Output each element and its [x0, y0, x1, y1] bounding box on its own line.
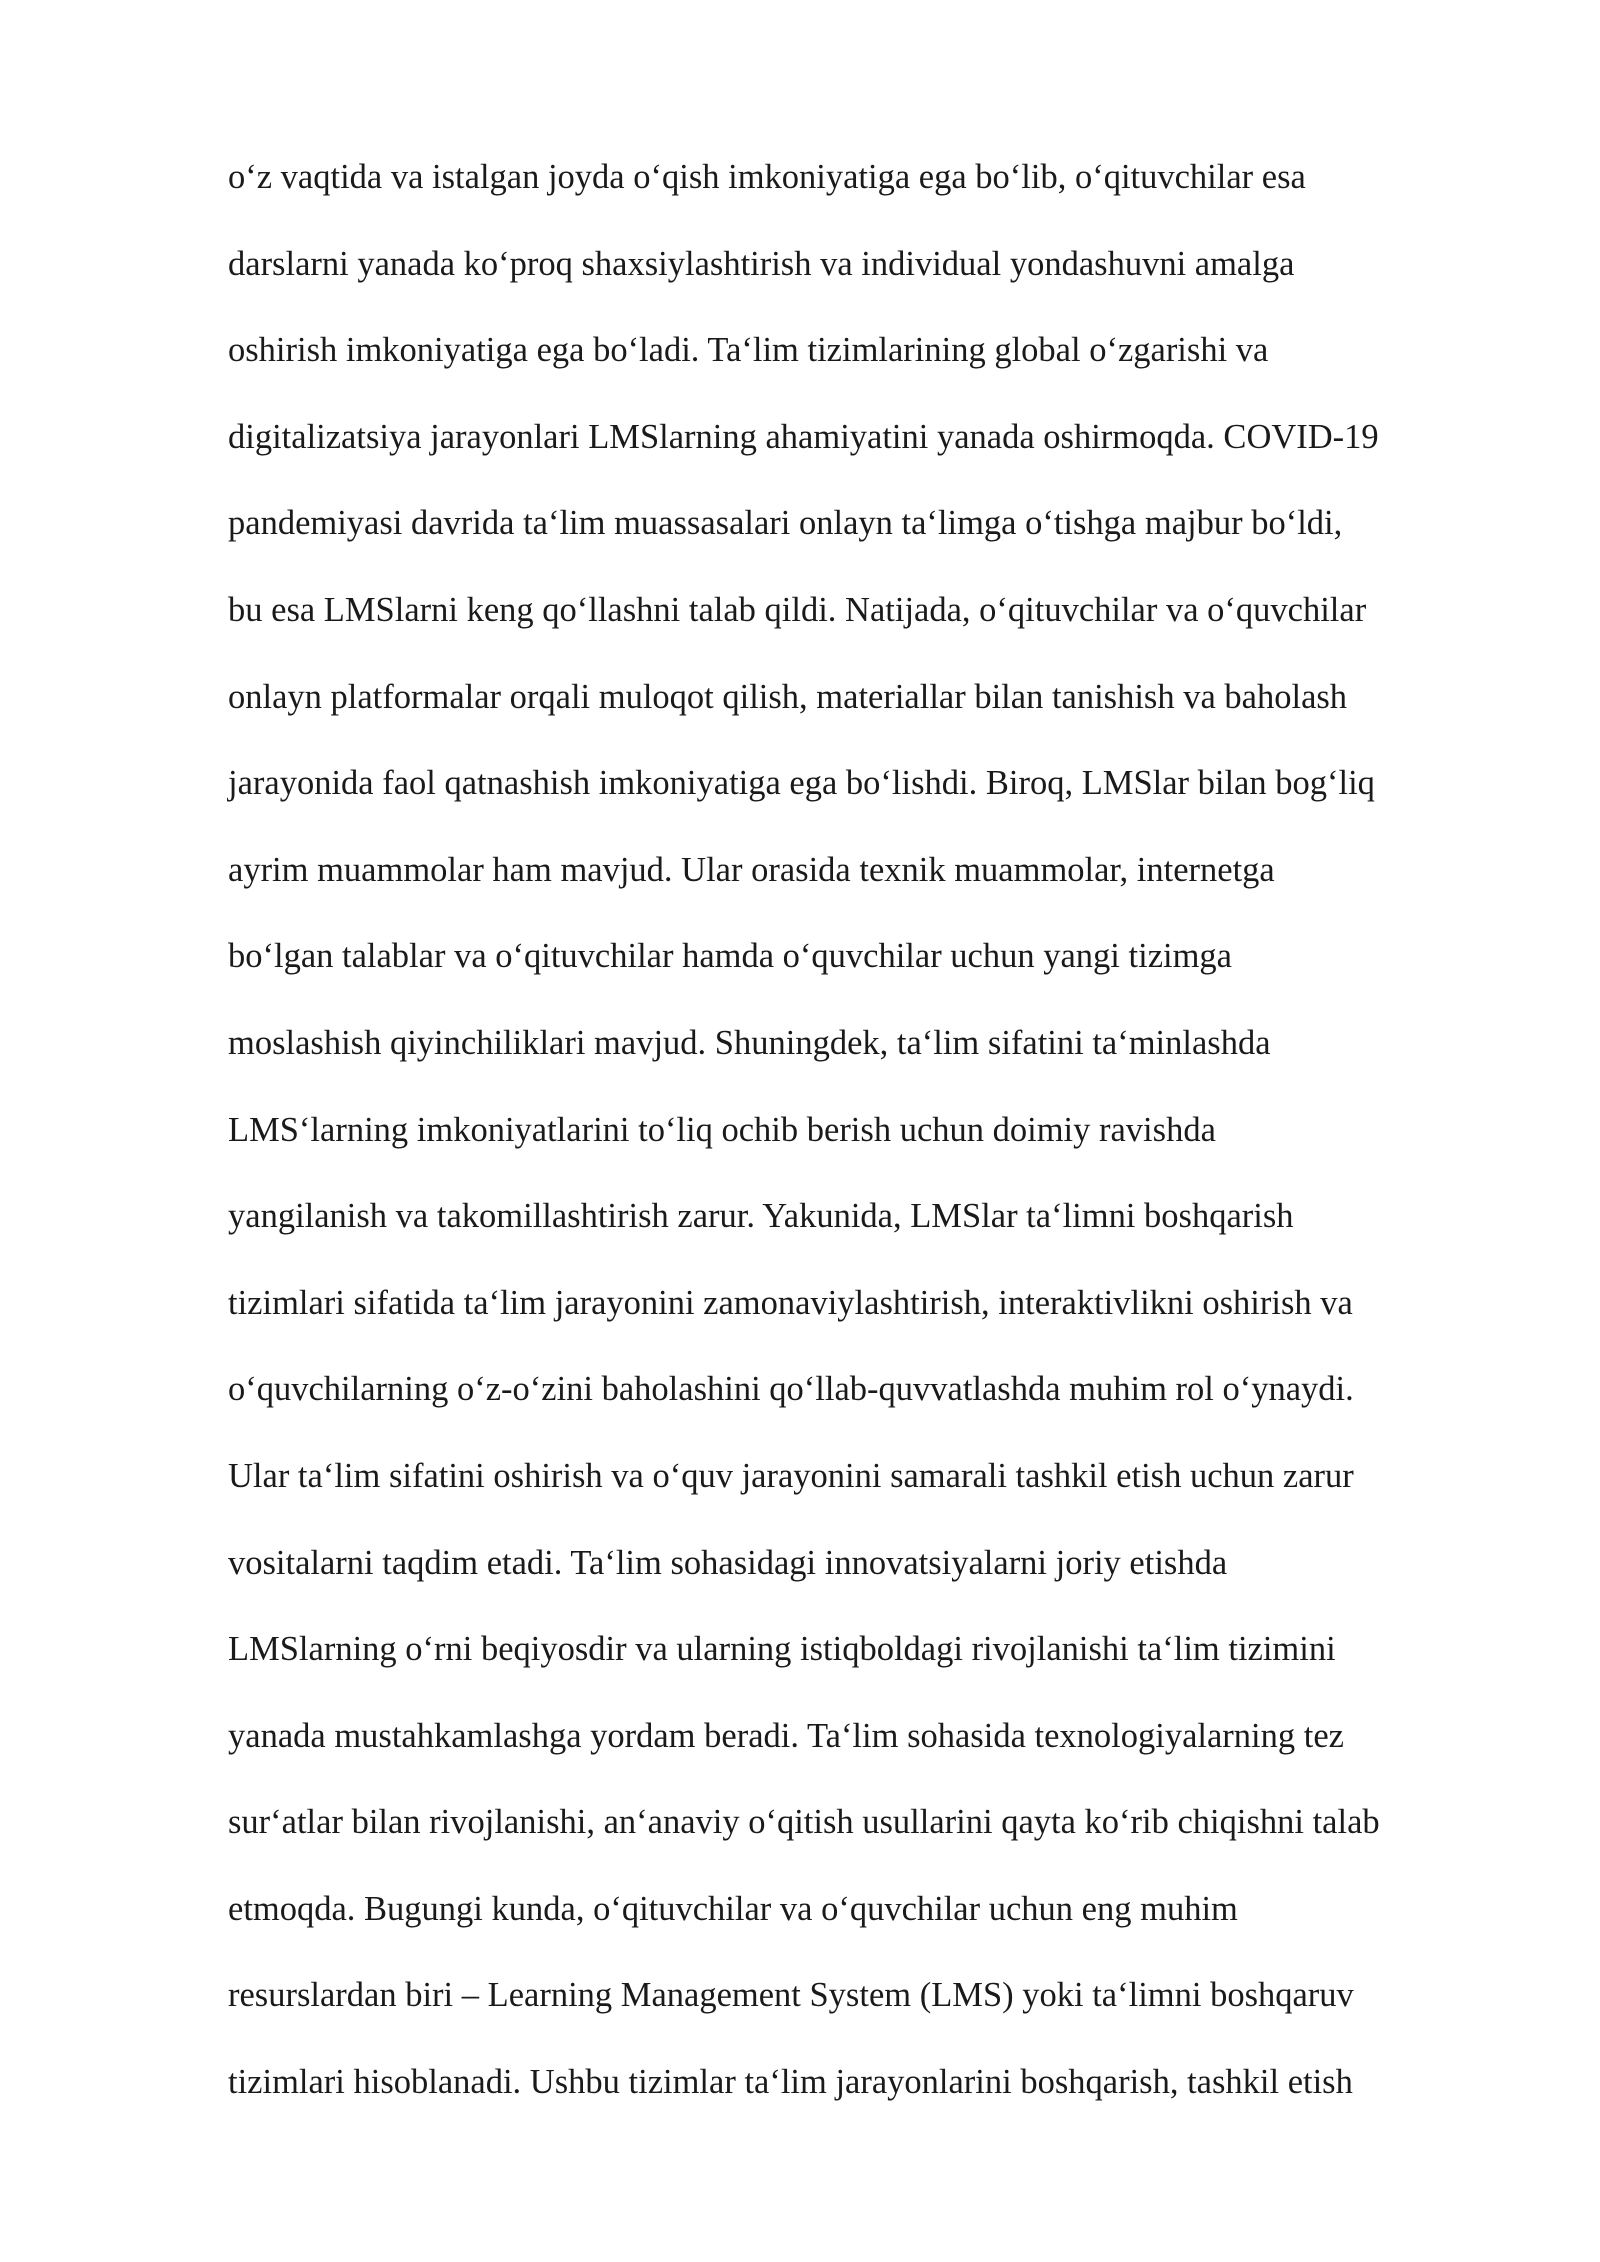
- text-line: digitalizatsiya jarayonlari LMSlarning ahamiyatini yanada oshirmoqda. COVID-19: [228, 417, 1379, 456]
- text-line: o‘quvchilarning o‘z-o‘zini baholashini qo‘llab-quvvatlashda muhim rol o‘ynaydi.: [228, 1370, 1354, 1409]
- text-line: oshirish imkoniyatiga ega bo‘ladi. Ta‘lim tizimlarining global o‘zgarishi va: [228, 331, 1269, 370]
- text-line: moslashish qiyinchiliklari mavjud. Shuningdek, ta‘lim sifatini ta‘minlashda: [228, 1023, 1271, 1062]
- text-line: etmoqda. Bugungi kunda, o‘qituvchilar va o‘quvchilar uchun eng muhim: [228, 1889, 1238, 1928]
- text-line: LMSlarning o‘rni beqiyosdir va ularning istiqboldagi rivojlanishi ta‘lim tizimini: [228, 1630, 1336, 1669]
- text-line: vositalarni taqdim etadi. Ta‘lim sohasidagi innovatsiyalarni joriy etishda: [228, 1543, 1228, 1582]
- text-line: jarayonida faol qatnashish imkoniyatiga ega bo‘lishdi. Biroq, LMSlar bilan bog‘liq: [228, 764, 1375, 803]
- text-line: darslarni yanada ko‘proq shaxsiylashtirish va individual yondashuvni amalga: [228, 244, 1295, 283]
- text-line: LMS‘larning imkoniyatlarini to‘liq ochib berish uchun doimiy ravishda: [228, 1110, 1216, 1149]
- text-line: resurslardan biri – Learning Management System (LMS) yoki ta‘limni boshqaruv: [228, 1976, 1354, 2015]
- text-line: yangilanish va takomillashtirish zarur. Yakunida, LMSlar ta‘limni boshqarish: [228, 1197, 1294, 1236]
- text-line: bo‘lgan talablar va o‘qituvchilar hamda o‘quvchilar uchun yangi tizimga: [228, 937, 1232, 976]
- text-line: sur‘atlar bilan rivojlanishi, an‘anaviy o‘qitish usullarini qayta ko‘rib chiqishni talab: [228, 1803, 1380, 1842]
- text-line: yanada mustahkamlashga yordam beradi. Ta‘lim sohasida texnologiyalarning tez: [228, 1716, 1344, 1755]
- text-line: onlayn platformalar orqali muloqot qilish, materiallar bilan tanishish va baholash: [228, 677, 1348, 716]
- text-line: tizimlari hisoblanadi. Ushbu tizimlar ta‘lim jarayonlarini boshqarish, tashkil etish: [228, 2063, 1353, 2102]
- text-line: tizimlari sifatida ta‘lim jarayonini zamonaviylashtirish, interaktivlikni oshirish va: [228, 1283, 1353, 1322]
- body-text: [228, 148, 1518, 2140]
- text-line: pandemiyasi davrida ta‘lim muassasalari onlayn ta‘limga o‘tishga majbur bo‘ldi,: [228, 504, 1343, 543]
- text-line: o‘z vaqtida va istalgan joyda o‘qish imkoniyatiga ega bo‘lib, o‘qituvchilar esa: [228, 158, 1306, 196]
- text-line: Ular ta‘lim sifatini oshirish va o‘quv jarayonini samarali tashkil etish uchun zarur: [228, 1456, 1354, 1495]
- text-line: bu esa LMSlarni keng qo‘llashni talab qildi. Natijada, o‘qituvchilar va o‘quvchilar: [228, 590, 1367, 629]
- text-line: ayrim muammolar ham mavjud. Ular orasida texnik muammolar, internetga: [228, 850, 1275, 889]
